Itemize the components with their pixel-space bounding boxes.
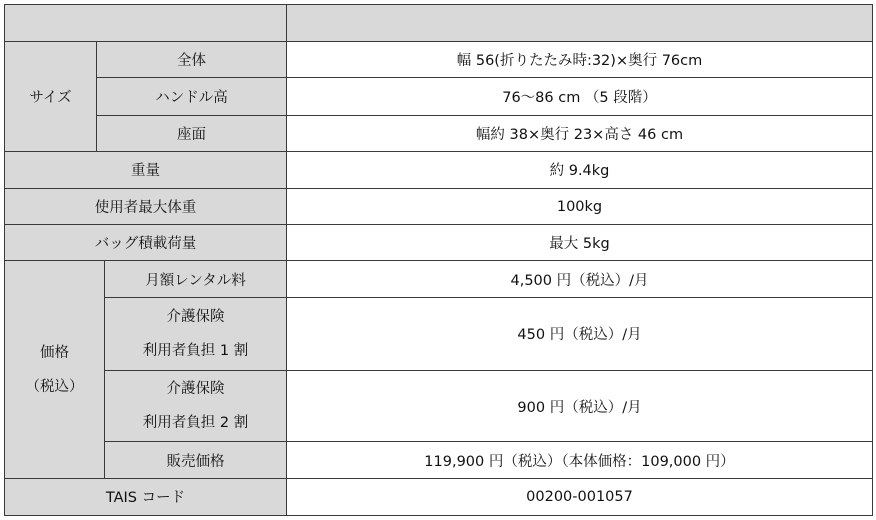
max-user-weight-label: 使用者最大体重 xyxy=(5,189,287,225)
price-group-label xyxy=(5,261,105,478)
max-user-weight-row xyxy=(5,189,873,225)
bag-load-label: バッグ積載荷量 xyxy=(5,225,287,261)
header-value-cell xyxy=(287,5,873,42)
monthly-rental-value: 4,500 円（税込）/月 xyxy=(287,261,873,297)
weight-label: 重量 xyxy=(5,151,287,188)
max-user-weight-value: 100kg xyxy=(287,189,873,225)
size-overall-label: 全体 xyxy=(97,42,287,78)
monthly-rental-label: 月額レンタル料 xyxy=(105,261,287,297)
sale-price-label: 販売価格 xyxy=(105,442,287,478)
sale-price-row xyxy=(5,442,873,478)
handle-height-label: ハンドル高 xyxy=(97,78,287,115)
insurance-2-value: 900 円（税込）/月 xyxy=(287,371,873,442)
seat-label: 座面 xyxy=(97,115,287,151)
tais-row xyxy=(5,478,873,515)
insurance-1-value: 450 円（税込）/月 xyxy=(287,297,873,370)
weight-row xyxy=(5,151,873,188)
tais-value: 00200-001057 xyxy=(287,478,873,515)
tais-label: TAIS コード xyxy=(5,478,287,515)
insurance-1-label-line2: 利用者負担 1 割 xyxy=(142,342,249,359)
price-group-label-line1: 価格 xyxy=(40,344,69,361)
handle-height-value: 76～86 cm （5 段階） xyxy=(287,78,873,115)
header-label-cell xyxy=(5,5,287,42)
monthly-rental-row xyxy=(5,261,873,297)
price-group-label-line2: （税込） xyxy=(25,378,84,395)
insurance-1-label xyxy=(105,297,287,370)
size-overall-row xyxy=(5,42,873,78)
insurance-2-label-line2: 利用者負担 2 割 xyxy=(142,415,249,432)
header-row xyxy=(5,5,873,42)
insurance-2-label xyxy=(105,371,287,442)
seat-value: 幅約 38×奥行 23×高さ 46 cm xyxy=(287,115,873,151)
insurance-1-row xyxy=(5,297,873,370)
insurance-1-label-line1: 介護保険 xyxy=(166,308,225,325)
handle-height-row xyxy=(5,78,873,115)
weight-value: 約 9.4kg xyxy=(287,151,873,188)
insurance-2-label-line1: 介護保険 xyxy=(166,381,225,398)
seat-row xyxy=(5,115,873,151)
bag-load-row xyxy=(5,225,873,261)
size-group-label: サイズ xyxy=(5,42,97,152)
insurance-2-row xyxy=(5,371,873,442)
spec-table xyxy=(4,4,873,516)
sale-price-value: 119,900 円（税込）（本体価格：109,000 円） xyxy=(287,442,873,478)
bag-load-value: 最大 5kg xyxy=(287,225,873,261)
size-overall-value: 幅 56(折りたたみ時:32)×奥行 76cm xyxy=(287,42,873,78)
